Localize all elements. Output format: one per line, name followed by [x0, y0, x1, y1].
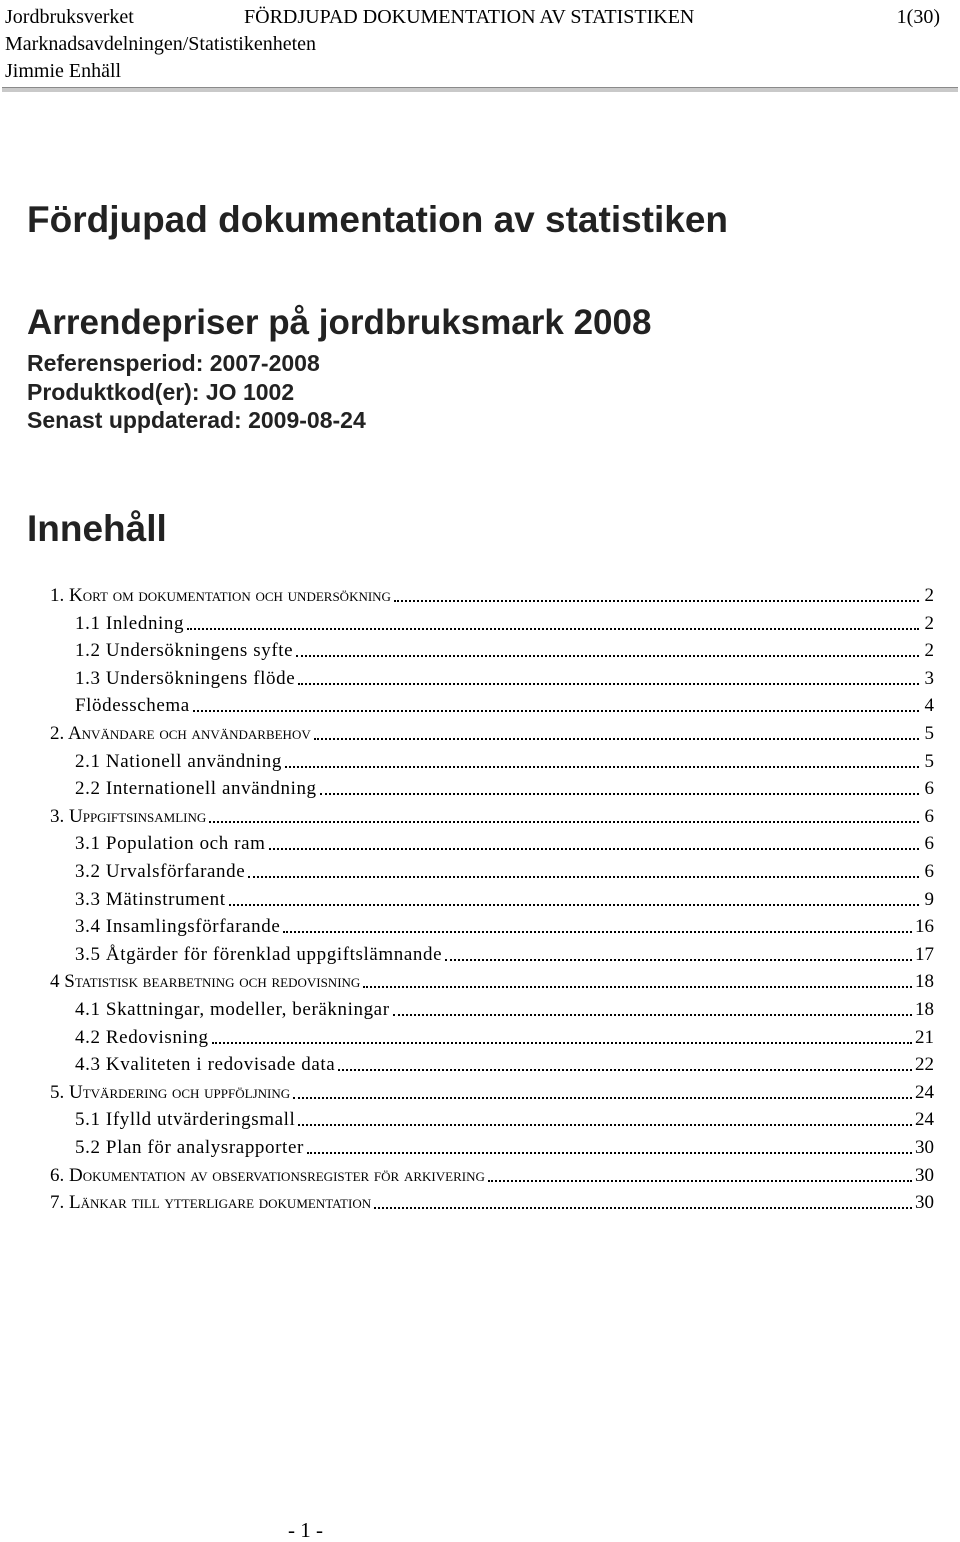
toc-entry-label: 3. Uppgiftsinsamling	[50, 805, 207, 827]
toc-dot-leader	[209, 821, 919, 823]
toc-entry[interactable]	[75, 608, 934, 635]
toc-entry-page: 17	[915, 943, 934, 965]
toc-entry-label: 4.1 Skattningar, modeller, beräkningar	[75, 999, 390, 1020]
toc-entry[interactable]	[75, 884, 934, 911]
toc-entry-label: 3.4 Insamlingsförfarande	[75, 916, 281, 938]
toc-dot-leader	[338, 1069, 912, 1071]
header-department: Marknadsavdelningen/Statistikenheten	[5, 33, 317, 55]
toc-entry-page: 30	[915, 1137, 934, 1158]
last-updated: Senast uppdaterad: 2009-08-24	[27, 407, 366, 433]
toc-dot-leader	[229, 904, 919, 906]
toc-entry[interactable]	[75, 1132, 934, 1159]
header-doc-type: FÖRDJUPAD DOKUMENTATION AV STATISTIKEN	[244, 6, 695, 28]
toc-entry-label: 5. Utvärdering och uppföljning	[50, 1081, 291, 1103]
toc-entry-label: 6. Dokumentation av observationsregister för arkivering	[50, 1164, 485, 1186]
toc-entry-label: 2.1 Nationell användning	[75, 750, 282, 772]
toc-entry[interactable]	[50, 966, 934, 993]
toc-entry-label: 3.3 Mätinstrument	[75, 888, 226, 910]
toc-entry[interactable]	[50, 801, 934, 828]
report-title: Arrendepriser på jordbruksmark 2008	[27, 303, 652, 342]
toc-entry-page: 16	[915, 916, 934, 938]
toc-entry-page: 18	[915, 971, 934, 993]
product-code: Produktkod(er): JO 1002	[27, 379, 295, 405]
toc-dot-leader	[285, 766, 919, 768]
toc-entry-page: 6	[924, 833, 934, 855]
toc-entry[interactable]	[75, 994, 934, 1021]
document-title: Fördjupad dokumentation av statistiken	[27, 199, 729, 240]
toc-entry-label: 5.2 Plan för analysrapporter	[75, 1137, 304, 1158]
toc-entry[interactable]	[50, 718, 934, 745]
toc-heading: Innehåll	[27, 508, 167, 549]
toc-entry-label: 1.3 Undersökningens flöde	[75, 667, 296, 689]
toc-entry-label: 3.5 Åtgärder för förenklad uppgiftslämnande	[75, 943, 443, 965]
toc-dot-leader	[248, 876, 919, 878]
toc-dot-leader	[298, 683, 919, 685]
toc-entry-page: 22	[915, 1054, 934, 1076]
toc-entry-label: Flödesschema	[75, 695, 190, 717]
toc-entry[interactable]	[75, 635, 934, 662]
toc-dot-leader	[187, 628, 919, 630]
toc-entry-label: 3.2 Urvalsförfarande	[75, 861, 246, 882]
toc-dot-leader	[269, 848, 919, 850]
header-page-count: 1(30)	[896, 6, 940, 28]
toc-entry-page: 3	[924, 667, 934, 689]
header-divider	[2, 87, 958, 92]
toc-entry-page: 6	[924, 861, 934, 882]
toc-entry-page: 30	[915, 1164, 934, 1186]
toc-entry[interactable]	[75, 690, 934, 717]
toc-entry-page: 6	[924, 778, 934, 800]
toc-entry-label: 4 Statistisk bearbetning och redovisning	[50, 971, 361, 993]
toc-entry-label: 3.1 Population och ram	[75, 833, 266, 855]
toc-entry[interactable]	[50, 580, 934, 607]
toc-entry-page: 2	[924, 612, 934, 634]
toc-entry-page: 6	[924, 805, 934, 827]
toc-entry-label: 4.3 Kvaliteten i redovisade data	[75, 1054, 336, 1076]
toc-dot-leader	[320, 793, 919, 795]
toc-dot-leader	[393, 1014, 912, 1016]
toc-entry[interactable]	[75, 911, 934, 938]
toc-entry-page: 5	[924, 750, 934, 772]
toc-dot-leader	[445, 959, 912, 961]
toc-entry[interactable]	[75, 773, 934, 800]
page-number: - 1 -	[288, 1518, 323, 1542]
toc-dot-leader	[363, 986, 912, 988]
reference-period: Referensperiod: 2007-2008	[27, 350, 320, 376]
toc-entry-page: 4	[924, 695, 934, 717]
toc-entry-page: 18	[915, 999, 934, 1020]
toc-dot-leader	[283, 931, 912, 933]
toc-dot-leader	[293, 1097, 912, 1099]
toc-entry-label: 1.1 Inledning	[75, 612, 185, 634]
toc-entry-page: 5	[924, 723, 934, 744]
toc-entry-label: 1. Kort om dokumentation och undersökning	[50, 585, 391, 606]
toc-entry[interactable]	[50, 1187, 934, 1214]
toc-entry-page: 2	[924, 585, 934, 606]
toc-entry[interactable]	[75, 939, 934, 966]
toc-entry-label: 1.2 Undersökningens syfte	[75, 640, 294, 662]
toc-entry[interactable]	[75, 663, 934, 690]
toc-entry-page: 21	[915, 1026, 934, 1048]
header-org: Jordbruksverket	[5, 6, 134, 28]
toc-entry-label: 7. Länkar till ytterligare dokumentation	[50, 1192, 372, 1214]
toc-entry-label: 2. Användare och användarbehov	[50, 723, 311, 744]
toc-entry[interactable]	[75, 828, 934, 855]
toc-entry-page: 2	[924, 640, 934, 662]
toc-dot-leader	[193, 710, 919, 712]
toc-dot-leader	[212, 1042, 912, 1044]
toc-entry[interactable]	[50, 1077, 934, 1104]
toc-entry-label: 5.1 Ifylld utvärderingsmall	[75, 1109, 296, 1131]
toc-dot-leader	[488, 1180, 912, 1182]
toc-entry-page: 24	[915, 1081, 934, 1103]
toc-entry-page: 30	[915, 1192, 934, 1214]
toc-entry[interactable]	[75, 1022, 934, 1049]
toc-entry[interactable]	[50, 1160, 934, 1187]
toc-dot-leader	[298, 1124, 912, 1126]
toc-dot-leader	[307, 1152, 912, 1154]
toc-dot-leader	[314, 738, 919, 740]
toc-entry-page: 9	[924, 888, 934, 910]
header-author: Jimmie Enhäll	[5, 60, 122, 82]
toc-entry-page: 24	[915, 1109, 934, 1131]
toc-entry[interactable]	[75, 1049, 934, 1076]
toc-dot-leader	[394, 600, 919, 602]
toc-entry[interactable]	[75, 1104, 934, 1131]
toc-dot-leader	[374, 1207, 912, 1209]
toc-entry-label: 4.2 Redovisning	[75, 1026, 209, 1048]
toc-dot-leader	[296, 655, 919, 657]
toc-entry[interactable]	[75, 746, 934, 773]
toc-entry-label: 2.2 Internationell användning	[75, 778, 317, 800]
toc-entry[interactable]	[75, 856, 934, 883]
